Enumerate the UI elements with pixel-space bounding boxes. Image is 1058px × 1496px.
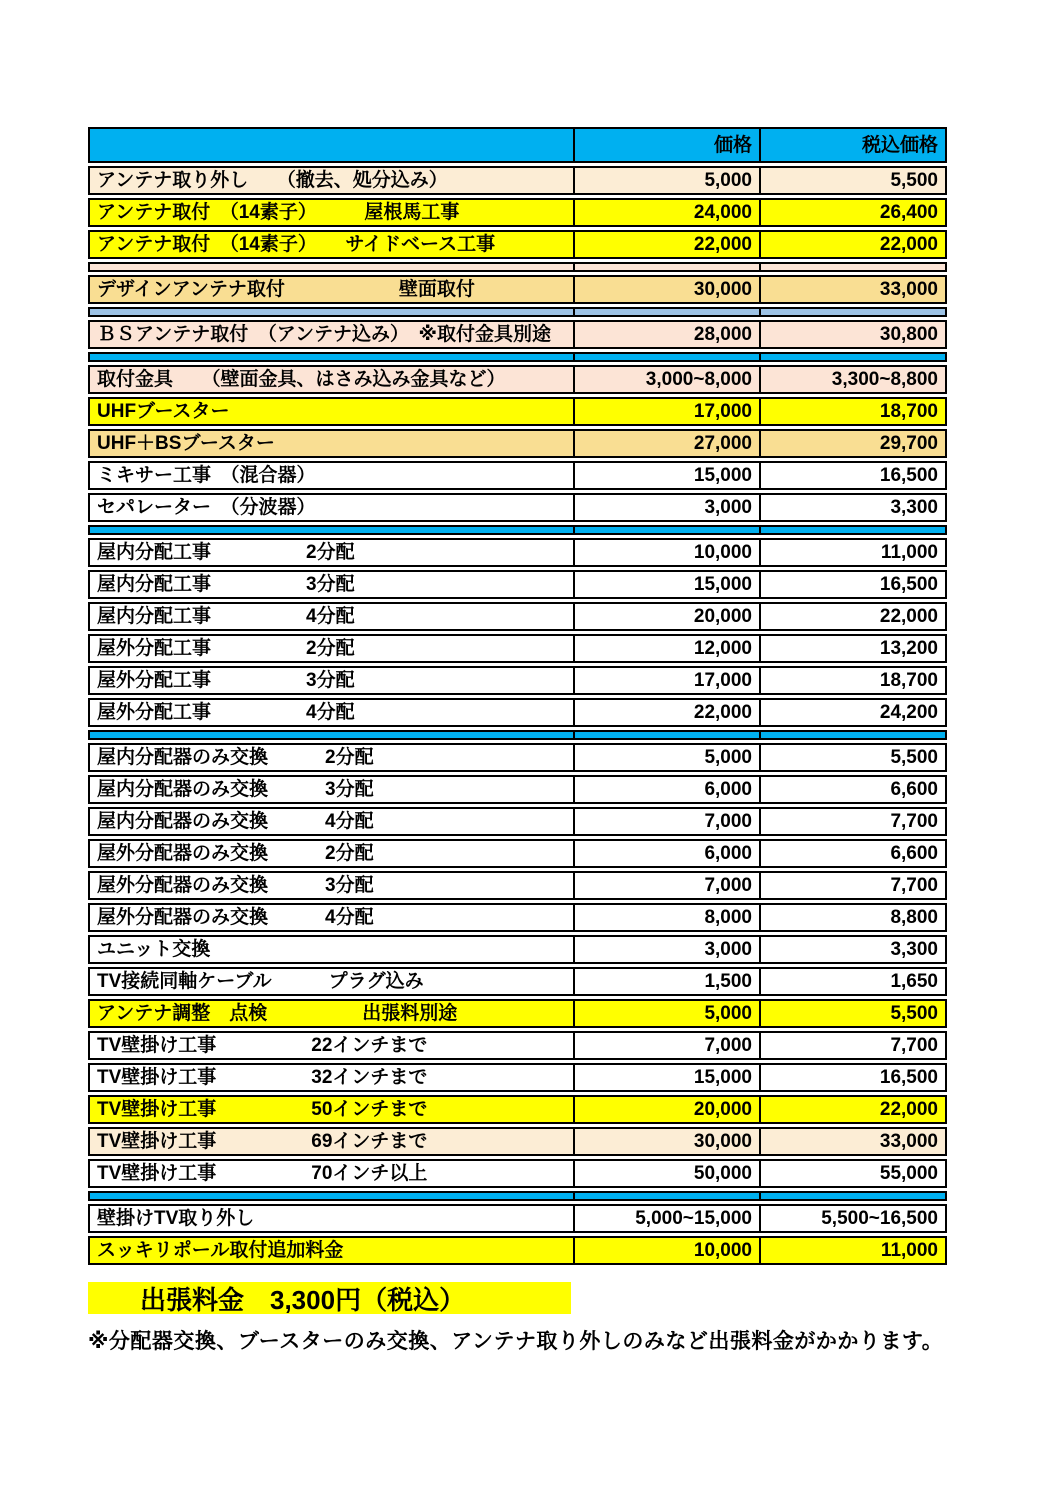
- price-cell: 24,000: [573, 200, 759, 225]
- price-tax-cell: 33,000: [759, 277, 945, 302]
- price-tax-cell: 33,000: [759, 1129, 945, 1154]
- price-tax-cell: 5,500: [759, 745, 945, 770]
- price-tax-cell: 26,400: [759, 200, 945, 225]
- table-row: [88, 461, 947, 490]
- price-cell: 1,500: [573, 969, 759, 994]
- item-label-cell: 屋内分配器のみ交換 4分配: [97, 811, 374, 832]
- price-tax-cell: 16,500: [759, 1065, 945, 1090]
- table-row: [88, 365, 947, 394]
- price-tax-cell: 5,500: [759, 1001, 945, 1026]
- band-cell: [90, 309, 573, 315]
- price-cell: 3,000: [573, 495, 759, 520]
- footnote: ※分配器交換、ブースターのみ交換、アンテナ取り外しのみなど出張料金がかかります。: [88, 1330, 944, 1353]
- price-cell: 10,000: [573, 1238, 759, 1263]
- item-label-cell: TV壁掛け工事 22インチまで: [97, 1035, 428, 1056]
- band-cell: [573, 354, 759, 360]
- price-tax-cell: 3,300: [759, 495, 945, 520]
- table-row: [88, 230, 947, 259]
- separator-band: [88, 352, 947, 362]
- table-row: [88, 1095, 947, 1124]
- item-label-cell: 屋内分配工事 2分配: [97, 542, 355, 563]
- item-label-cell: 屋内分配器のみ交換 3分配: [97, 779, 374, 800]
- table-row: [88, 493, 947, 522]
- price-cell: 6,000: [573, 841, 759, 866]
- table-row: [88, 397, 947, 426]
- price-tax-cell: 30,800: [759, 322, 945, 347]
- item-label-cell: スッキリポール取付追加料金: [97, 1240, 344, 1261]
- price-tax-cell: 8,800: [759, 905, 945, 930]
- price-cell: 5,000: [573, 168, 759, 193]
- item-label-cell: 屋内分配工事 3分配: [97, 574, 355, 595]
- price-tax-cell: 6,600: [759, 777, 945, 802]
- table-row: [88, 1236, 947, 1265]
- price-tax-cell: 18,700: [759, 668, 945, 693]
- band-cell: [759, 1193, 945, 1199]
- price-tax-cell: 24,200: [759, 700, 945, 725]
- table-row: [88, 570, 947, 599]
- item-label-cell: 屋内分配工事 4分配: [97, 606, 355, 627]
- band-cell: [759, 309, 945, 315]
- price-tax-cell: 22,000: [759, 1097, 945, 1122]
- band-cell: [573, 309, 759, 315]
- price-cell: 15,000: [573, 1065, 759, 1090]
- price-tax-cell: 16,500: [759, 463, 945, 488]
- header-price-cell: 価格: [573, 129, 759, 161]
- price-cell: 17,000: [573, 668, 759, 693]
- separator-band: [88, 1191, 947, 1201]
- table-row: [88, 698, 947, 727]
- price-cell: 27,000: [573, 431, 759, 456]
- price-tax-cell: 7,700: [759, 1033, 945, 1058]
- item-label-cell: デザインアンテナ取付 壁面取付: [97, 279, 475, 300]
- item-label-cell: 壁掛けTV取り外し: [97, 1208, 255, 1229]
- table-row: [88, 634, 947, 663]
- price-tax-cell: 18,700: [759, 399, 945, 424]
- price-cell: 15,000: [573, 463, 759, 488]
- price-cell: 30,000: [573, 1129, 759, 1154]
- price-cell: 28,000: [573, 322, 759, 347]
- price-cell: 6,000: [573, 777, 759, 802]
- price-cell: 30,000: [573, 277, 759, 302]
- table-row: [88, 935, 947, 964]
- item-label-cell: アンテナ取付 （14素子） サイドベース工事: [97, 234, 496, 255]
- item-label-cell: アンテナ取付 （14素子） 屋根馬工事: [97, 202, 460, 223]
- item-label-cell: 取付金具 （壁面金具、はさみ込み金具など）: [97, 369, 506, 390]
- price-tax-cell: 6,600: [759, 841, 945, 866]
- band-cell: [90, 527, 573, 533]
- band-cell: [573, 264, 759, 270]
- price-cell: 7,000: [573, 809, 759, 834]
- table-row: [88, 1063, 947, 1092]
- table-row: [88, 967, 947, 996]
- header-item-cell: [90, 129, 573, 161]
- price-tax-cell: 22,000: [759, 604, 945, 629]
- price-cell: 22,000: [573, 700, 759, 725]
- price-tax-cell: 3,300: [759, 937, 945, 962]
- item-label-cell: ミキサー工事 （混合器）: [97, 465, 316, 486]
- price-tax-cell: 7,700: [759, 873, 945, 898]
- price-tax-cell: 5,500: [759, 168, 945, 193]
- item-label-cell: アンテナ取り外し （撤去、処分込み）: [97, 170, 448, 191]
- band-cell: [759, 264, 945, 270]
- price-tax-cell: 55,000: [759, 1161, 945, 1186]
- price-cell: 8,000: [573, 905, 759, 930]
- price-tax-cell: 16,500: [759, 572, 945, 597]
- price-sheet: [88, 127, 947, 1355]
- item-label-cell: ユニット交換: [97, 939, 211, 960]
- band-cell: [90, 264, 573, 270]
- band-cell: [759, 354, 945, 360]
- fee-label: 出張料金 3,300円（税込）: [140, 1284, 466, 1315]
- band-cell: [573, 527, 759, 533]
- price-tax-cell: 11,000: [759, 1238, 945, 1263]
- table-row: [88, 871, 947, 900]
- price-cell: 10,000: [573, 540, 759, 565]
- table-row: [88, 1031, 947, 1060]
- band-cell: [759, 527, 945, 533]
- item-label-cell: TV壁掛け工事 32インチまで: [97, 1067, 428, 1088]
- item-label-cell: TV壁掛け工事 50インチまで: [97, 1099, 428, 1120]
- table-row: [88, 166, 947, 195]
- separator-band: [88, 730, 947, 740]
- item-label-cell: 屋外分配工事 4分配: [97, 702, 355, 723]
- price-cell: 5,000: [573, 745, 759, 770]
- price-cell: 7,000: [573, 1033, 759, 1058]
- price-cell: 3,000: [573, 937, 759, 962]
- fee-banner: [88, 1282, 571, 1314]
- table-row: [88, 807, 947, 836]
- table-row: [88, 839, 947, 868]
- price-tax-cell: 13,200: [759, 636, 945, 661]
- table-row: [88, 429, 947, 458]
- price-tax-cell: 7,700: [759, 809, 945, 834]
- table-row: [88, 320, 947, 349]
- table-row: [88, 1204, 947, 1233]
- table-row: [88, 1159, 947, 1188]
- band-cell: [759, 732, 945, 738]
- item-label-cell: 屋外分配工事 2分配: [97, 638, 355, 659]
- item-label-cell: TV壁掛け工事 70インチ以上: [97, 1163, 428, 1184]
- item-label-cell: 屋外分配器のみ交換 4分配: [97, 907, 374, 928]
- price-cell: 20,000: [573, 1097, 759, 1122]
- price-cell: 7,000: [573, 873, 759, 898]
- price-tax-cell: 29,700: [759, 431, 945, 456]
- table-row: [88, 538, 947, 567]
- header-price-tax-cell: 税込価格: [759, 129, 945, 161]
- item-label-cell: TV壁掛け工事 69インチまで: [97, 1131, 428, 1152]
- table-row: [88, 903, 947, 932]
- price-cell: 20,000: [573, 604, 759, 629]
- price-tax-cell: 5,500~16,500: [759, 1206, 945, 1231]
- table-row: [88, 999, 947, 1028]
- item-label-cell: 屋外分配工事 3分配: [97, 670, 355, 691]
- item-label-cell: 屋外分配器のみ交換 2分配: [97, 843, 374, 864]
- item-label-cell: ＢＳアンテナ取付 （アンテナ込み） ※取付金具別途: [97, 324, 551, 345]
- price-cell: 15,000: [573, 572, 759, 597]
- price-cell: 5,000: [573, 1001, 759, 1026]
- separator-band: [88, 307, 947, 317]
- table-row: [88, 743, 947, 772]
- table-body: [88, 166, 947, 1265]
- item-label-cell: セパレーター （分波器）: [97, 497, 316, 518]
- table-header: [88, 127, 947, 163]
- price-tax-cell: 3,300~8,800: [759, 367, 945, 392]
- separator-band: [88, 262, 947, 272]
- item-label-cell: アンテナ調整 点検 出張料別途: [97, 1003, 458, 1024]
- separator-band: [88, 525, 947, 535]
- table-row: [88, 666, 947, 695]
- price-tax-cell: 11,000: [759, 540, 945, 565]
- price-cell: 17,000: [573, 399, 759, 424]
- item-label-cell: 屋外分配器のみ交換 3分配: [97, 875, 374, 896]
- price-cell: 50,000: [573, 1161, 759, 1186]
- price-cell: 22,000: [573, 232, 759, 257]
- item-label-cell: 屋内分配器のみ交換 2分配: [97, 747, 374, 768]
- price-cell: 5,000~15,000: [573, 1206, 759, 1231]
- table-row: [88, 198, 947, 227]
- band-cell: [90, 1193, 573, 1199]
- band-cell: [573, 1193, 759, 1199]
- table-row: [88, 602, 947, 631]
- item-label-cell: TV接続同軸ケーブル プラグ込み: [97, 971, 424, 992]
- band-cell: [90, 732, 573, 738]
- price-cell: 3,000~8,000: [573, 367, 759, 392]
- price-tax-cell: 1,650: [759, 969, 945, 994]
- table-row: [88, 275, 947, 304]
- price-cell: 12,000: [573, 636, 759, 661]
- item-label-cell: UHFブースター: [97, 401, 230, 422]
- item-label-cell: UHF＋BSブースター: [97, 433, 275, 454]
- table-row: [88, 775, 947, 804]
- band-cell: [573, 732, 759, 738]
- price-tax-cell: 22,000: [759, 232, 945, 257]
- band-cell: [90, 354, 573, 360]
- table-row: [88, 1127, 947, 1156]
